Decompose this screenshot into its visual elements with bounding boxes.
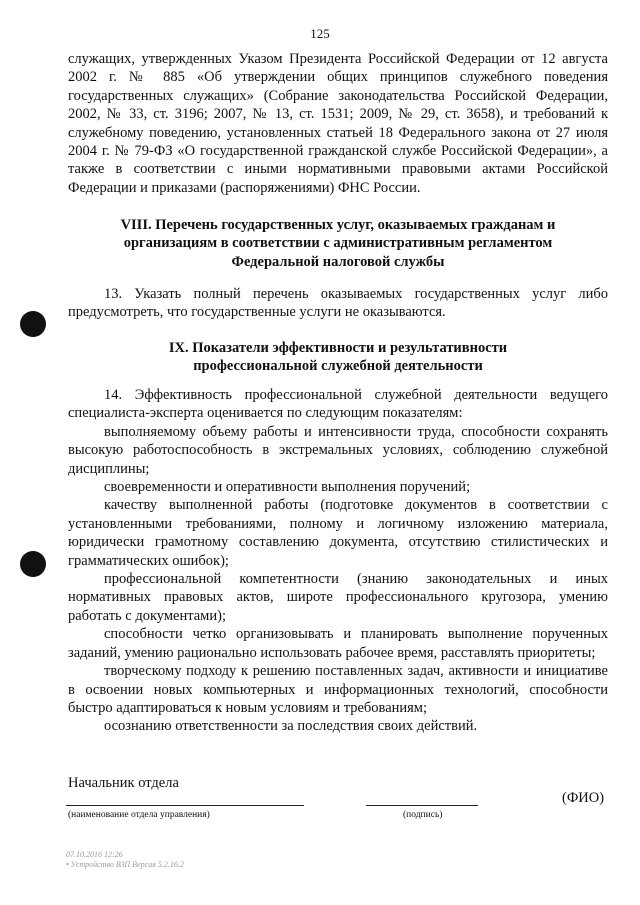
item-13: 13. Указать полный перечень оказываемых государственных услуг либо предусмотреть, что государственные услуги не оказываются. bbox=[68, 286, 608, 321]
section-8-heading bbox=[68, 216, 608, 271]
criterion-item: своевременности и оперативности выполнения поручений; bbox=[104, 479, 471, 496]
criterion-item: способности четко организовывать и планировать выполнение порученных заданий, умению рационально использовать рабочее время, расставлять приоритеты; bbox=[68, 626, 608, 661]
punch-hole-icon bbox=[20, 311, 46, 337]
section-9-body bbox=[68, 386, 608, 736]
section-8-title-line-3: Федеральной налоговой службы bbox=[231, 253, 445, 270]
signature-line bbox=[366, 805, 478, 806]
item-14: 14. Эффективность профессиональной служебной деятельности ведущего специалиста-эксперта оценивается по следующим показателям: bbox=[68, 387, 608, 422]
department-caption: (наименование отдела управления) bbox=[68, 810, 210, 820]
punch-hole-icon bbox=[20, 551, 46, 577]
section-8-body bbox=[68, 285, 608, 322]
section-9-title-line-2: профессиональной служебной деятельности bbox=[193, 358, 483, 375]
department-signature-line bbox=[66, 805, 304, 806]
stamp-date: 07.10.2016 12:26 bbox=[66, 850, 123, 859]
fio-label: (ФИО) bbox=[562, 790, 605, 806]
criterion-item: осознанию ответственности за последствия своих действий. bbox=[104, 718, 478, 735]
section-9-heading bbox=[68, 339, 608, 376]
criterion-item: выполняемому объему работы и интенсивности труда, способности сохранять высокую работоспособность в экстремальных условиях, соблюдению служебной дисциплины; bbox=[68, 423, 608, 477]
page-number: 125 bbox=[310, 26, 330, 41]
section-9-title-line-1: IX. Показатели эффективности и результативности bbox=[168, 340, 508, 356]
stamp-device: • Устройство ВЗП Версия 5.2.16.2 bbox=[66, 860, 184, 869]
intro-block bbox=[68, 50, 608, 197]
criterion-item: творческому подходу к решению поставленных задач, активности и инициативе в освоении новых компьютерных и информационных технологий, способности быстро адаптироваться к новым условиям и требованиям; bbox=[68, 663, 608, 716]
print-stamp bbox=[66, 850, 184, 870]
signature-caption: (подпись) bbox=[403, 810, 443, 820]
criterion-item: профессиональной компетентности (знанию законодательных и иных нормативных правовых актов, широте профессионального кругозора, умению работать с документами); bbox=[68, 571, 608, 624]
section-8-title-line-2: организациям в соответствии с административным регламентом bbox=[123, 235, 553, 252]
intro-paragraph: служащих, утвержденных Указом Президента Российской Федерации от 12 августа 2002 г. № 885 «Об утверждении общих принципов служебного поведения государственных служащих» (Собрание законодательства Российской Федерации, 2002, № 33, ст. 3196; 2007, № 13, ст. 1531; 2009, № 29, ст. 3658), и требований к служебному поведению, установленных статьей 18 Федерального закона от 27 июля 2004 г. № 79-ФЗ «О государственной гражданской службе Российской Федерации», а также в соответствии с иными нормативными правовыми актами Российской Федерации и приказами (распоряжениями) ФНС России. bbox=[68, 51, 608, 196]
signature-position: Начальник отдела bbox=[68, 775, 179, 791]
criterion-item: качеству выполненной работы (подготовке документов в соответствии с установленными требованиями, полному и логичному изложению материала, юридически грамотному составлению документа, отсутствию стилистических и грамматических ошибок); bbox=[68, 497, 608, 569]
section-8-title-line-1: VIII. Перечень государственных услуг, оказываемых гражданам и bbox=[120, 217, 556, 233]
